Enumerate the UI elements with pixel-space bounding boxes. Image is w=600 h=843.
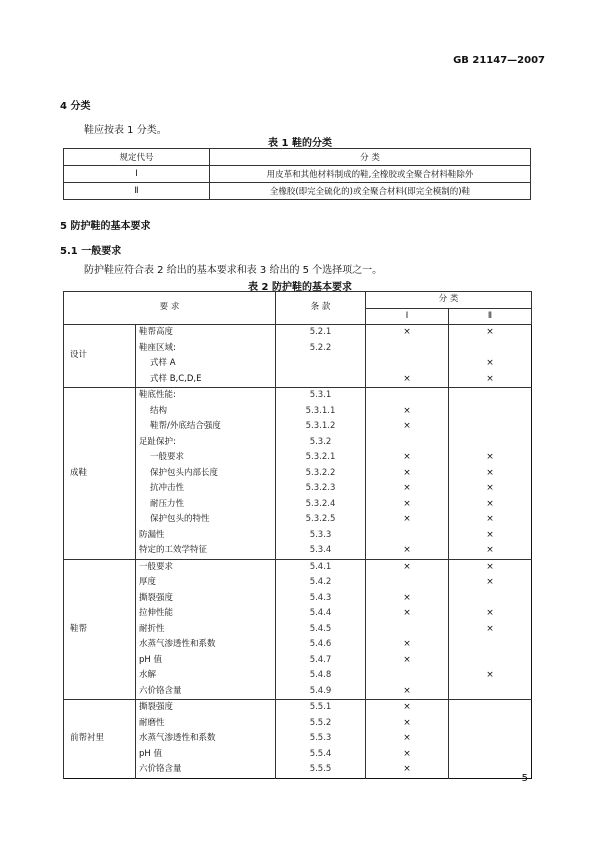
table-2-clause: 5.5.5 <box>276 762 366 778</box>
table-2-mark-class-i: × <box>366 543 449 559</box>
table-2-mark-class-i <box>366 528 449 544</box>
table-2-clause: 5.3.1.1 <box>276 404 366 420</box>
table-2-clause: 5.4.9 <box>276 684 366 700</box>
table-2-group-label: 鞋帮 <box>64 559 136 700</box>
table-1-cell-class: 全橡胶(即完全硫化的)或全聚合材料(即完全模制的)鞋 <box>210 183 531 200</box>
table-2-mark-class-ii: × <box>449 450 532 466</box>
table-2-requirement: 耐磨性 <box>136 716 276 732</box>
table-2-mark-class-ii: × <box>449 497 532 513</box>
section-5-1-text: 防护鞋应符合表 2 给出的基本要求和表 3 给出的 5 个选择项之一。 <box>84 265 383 276</box>
table-2-clause <box>276 372 366 388</box>
table-2-mark-class-ii <box>449 435 532 451</box>
table-2-mark-class-ii <box>449 716 532 732</box>
table-2-mark-class-i <box>366 341 449 357</box>
table-2-clause: 5.4.6 <box>276 637 366 653</box>
table-2-mark-class-ii <box>449 388 532 404</box>
table-2-mark-class-ii <box>449 731 532 747</box>
section-5-1-heading: 5.1 一般要求 <box>60 246 122 257</box>
table-2-requirement: 六价铬含量 <box>136 762 276 778</box>
table-row <box>64 166 531 183</box>
table-2-mark-class-ii <box>449 762 532 778</box>
table-2-mark-class-i: × <box>366 731 449 747</box>
table-2-mark-class-ii: × <box>449 481 532 497</box>
table-2-mark-class-ii <box>449 700 532 716</box>
table-1-cell-code: Ⅱ <box>64 183 210 200</box>
table-2-requirement: 拉伸性能 <box>136 606 276 622</box>
table-2-clause: 5.5.3 <box>276 731 366 747</box>
table-2-requirement: 六价铬含量 <box>136 684 276 700</box>
table-2-mark-class-i: × <box>366 481 449 497</box>
table-2-mark-class-i: × <box>366 497 449 513</box>
table-2-clause: 5.4.4 <box>276 606 366 622</box>
table-2-mark-class-ii: × <box>449 575 532 591</box>
table-2-clause <box>276 356 366 372</box>
table-2-clause: 5.4.5 <box>276 622 366 638</box>
table-2-mark-class-ii <box>449 747 532 763</box>
table-2-clause: 5.4.8 <box>276 668 366 684</box>
table-row <box>64 325 532 341</box>
table-2-requirement: 水蒸气渗透性和系数 <box>136 637 276 653</box>
table-2-mark-class-i <box>366 575 449 591</box>
table-2-header-requirement: 要 求 <box>64 292 276 325</box>
table-1-caption: 表 1 鞋的分类 <box>268 138 332 149</box>
table-2-clause: 5.3.2.4 <box>276 497 366 513</box>
table-1-cell-code: Ⅰ <box>64 166 210 183</box>
table-2-clause: 5.4.1 <box>276 559 366 575</box>
table-2-mark-class-i: × <box>366 512 449 528</box>
table-2-mark-class-i: × <box>366 606 449 622</box>
table-2-clause: 5.5.4 <box>276 747 366 763</box>
table-2-requirement: 防漏性 <box>136 528 276 544</box>
table-2-mark-class-i: × <box>366 762 449 778</box>
table-2-requirement: 水解 <box>136 668 276 684</box>
table-2-clause: 5.3.2.2 <box>276 466 366 482</box>
table-2-mark-class-ii <box>449 341 532 357</box>
table-2-mark-class-i: × <box>366 700 449 716</box>
table-2-requirement: 鞋底性能: <box>136 388 276 404</box>
table-2-mark-class-ii: × <box>449 512 532 528</box>
table-2-clause: 5.3.1.2 <box>276 419 366 435</box>
table-2-mark-class-ii: × <box>449 543 532 559</box>
table-row <box>64 183 531 200</box>
table-2-requirement: 鞋座区域: <box>136 341 276 357</box>
table-2-header-clause: 条 款 <box>276 292 366 325</box>
table-2-group-label: 设计 <box>64 325 136 388</box>
table-2-requirement: 式样 A <box>136 356 276 372</box>
table-2-requirement: pH 值 <box>136 653 276 669</box>
table-2-requirement: 撕裂强度 <box>136 591 276 607</box>
table-2-mark-class-i: × <box>366 325 449 341</box>
table-2-requirement: 撕裂强度 <box>136 700 276 716</box>
table-2-requirement: 厚度 <box>136 575 276 591</box>
table-2-mark-class-i <box>366 356 449 372</box>
table-2-requirement: 水蒸气渗透性和系数 <box>136 731 276 747</box>
table-2-mark-class-i: × <box>366 404 449 420</box>
table-2-mark-class-i: × <box>366 653 449 669</box>
table-2-requirement: 足趾保护: <box>136 435 276 451</box>
table-2-mark-class-i <box>366 435 449 451</box>
table-2-mark-class-i: × <box>366 466 449 482</box>
table-2-clause: 5.3.2 <box>276 435 366 451</box>
table-2-mark-class-ii: × <box>449 325 532 341</box>
table-2-mark-class-i: × <box>366 716 449 732</box>
table-1-cell-class: 用皮革和其他材料制成的鞋,全橡胶或全聚合材料鞋除外 <box>210 166 531 183</box>
table-2-caption: 表 2 防护鞋的基本要求 <box>248 282 352 293</box>
table-2-clause: 5.4.3 <box>276 591 366 607</box>
table-2-clause: 5.3.1 <box>276 388 366 404</box>
table-2-clause: 5.5.2 <box>276 716 366 732</box>
table-2-mark-class-i: × <box>366 372 449 388</box>
table-2-mark-class-i <box>366 668 449 684</box>
table-2-requirement: 结构 <box>136 404 276 420</box>
section-4-text: 鞋应按表 1 分类。 <box>84 125 167 136</box>
table-2-mark-class-ii: × <box>449 528 532 544</box>
table-2-header-class: 分 类 <box>366 292 532 309</box>
table-1 <box>63 148 531 200</box>
table-2-mark-class-ii <box>449 419 532 435</box>
table-2-mark-class-ii <box>449 637 532 653</box>
page-number: 5 <box>521 773 528 784</box>
table-2-mark-class-i: × <box>366 591 449 607</box>
table-2-mark-class-i <box>366 622 449 638</box>
table-2-requirement: 一般要求 <box>136 559 276 575</box>
table-2-mark-class-ii <box>449 684 532 700</box>
section-5-heading: 5 防护鞋的基本要求 <box>60 221 151 232</box>
table-2-mark-class-ii <box>449 653 532 669</box>
table-1-header-code: 规定代号 <box>64 149 210 166</box>
table-2-mark-class-i: × <box>366 747 449 763</box>
table-2-clause: 5.3.2.3 <box>276 481 366 497</box>
table-2-requirement: 特定的工效学特征 <box>136 543 276 559</box>
table-2-requirement: 一般要求 <box>136 450 276 466</box>
table-2-mark-class-ii <box>449 591 532 607</box>
table-2-mark-class-i: × <box>366 450 449 466</box>
table-1-header-class: 分 类 <box>210 149 531 166</box>
table-2-mark-class-i: × <box>366 419 449 435</box>
table-2-mark-class-ii <box>449 404 532 420</box>
table-2-group-label: 成鞋 <box>64 388 136 560</box>
table-row <box>64 559 532 575</box>
table-2-requirement: 保护包头内部长度 <box>136 466 276 482</box>
table-2-header-class-i: Ⅰ <box>366 308 449 325</box>
table-2-clause: 5.3.3 <box>276 528 366 544</box>
standard-number: GB 21147—2007 <box>453 55 545 66</box>
table-2-requirement: pH 值 <box>136 747 276 763</box>
table-2-requirement: 耐压力性 <box>136 497 276 513</box>
table-2-mark-class-ii: × <box>449 559 532 575</box>
table-row <box>64 388 532 404</box>
table-2-mark-class-ii: × <box>449 466 532 482</box>
table-2-clause: 5.3.2.5 <box>276 512 366 528</box>
table-2-clause: 5.4.2 <box>276 575 366 591</box>
table-2-mark-class-ii: × <box>449 372 532 388</box>
table-2-group-label: 前帮衬里 <box>64 700 136 779</box>
table-2-clause: 5.5.1 <box>276 700 366 716</box>
table-2-requirement: 鞋帮/外底结合强度 <box>136 419 276 435</box>
table-2-clause: 5.2.2 <box>276 341 366 357</box>
table-2-mark-class-i: × <box>366 559 449 575</box>
table-2-requirement: 抗冲击性 <box>136 481 276 497</box>
table-2-clause: 5.2.1 <box>276 325 366 341</box>
table-2-header-row <box>64 292 532 309</box>
table-row <box>64 700 532 716</box>
table-2-mark-class-i: × <box>366 637 449 653</box>
table-2-clause: 5.3.4 <box>276 543 366 559</box>
table-2-requirement: 耐折性 <box>136 622 276 638</box>
section-4-heading: 4 分类 <box>60 101 91 112</box>
table-2 <box>63 291 532 779</box>
table-2-mark-class-i <box>366 388 449 404</box>
table-2-clause: 5.3.2.1 <box>276 450 366 466</box>
table-2-mark-class-ii: × <box>449 606 532 622</box>
table-2-mark-class-i: × <box>366 684 449 700</box>
table-2-requirement: 鞋帮高度 <box>136 325 276 341</box>
table-2-requirement: 保护包头的特性 <box>136 512 276 528</box>
table-2-mark-class-ii: × <box>449 622 532 638</box>
table-2-header-class-ii: Ⅱ <box>449 308 532 325</box>
table-2-requirement: 式样 B,C,D,E <box>136 372 276 388</box>
table-2-mark-class-ii: × <box>449 668 532 684</box>
table-2-clause: 5.4.7 <box>276 653 366 669</box>
table-2-mark-class-ii: × <box>449 356 532 372</box>
table-1-header-row <box>64 149 531 166</box>
